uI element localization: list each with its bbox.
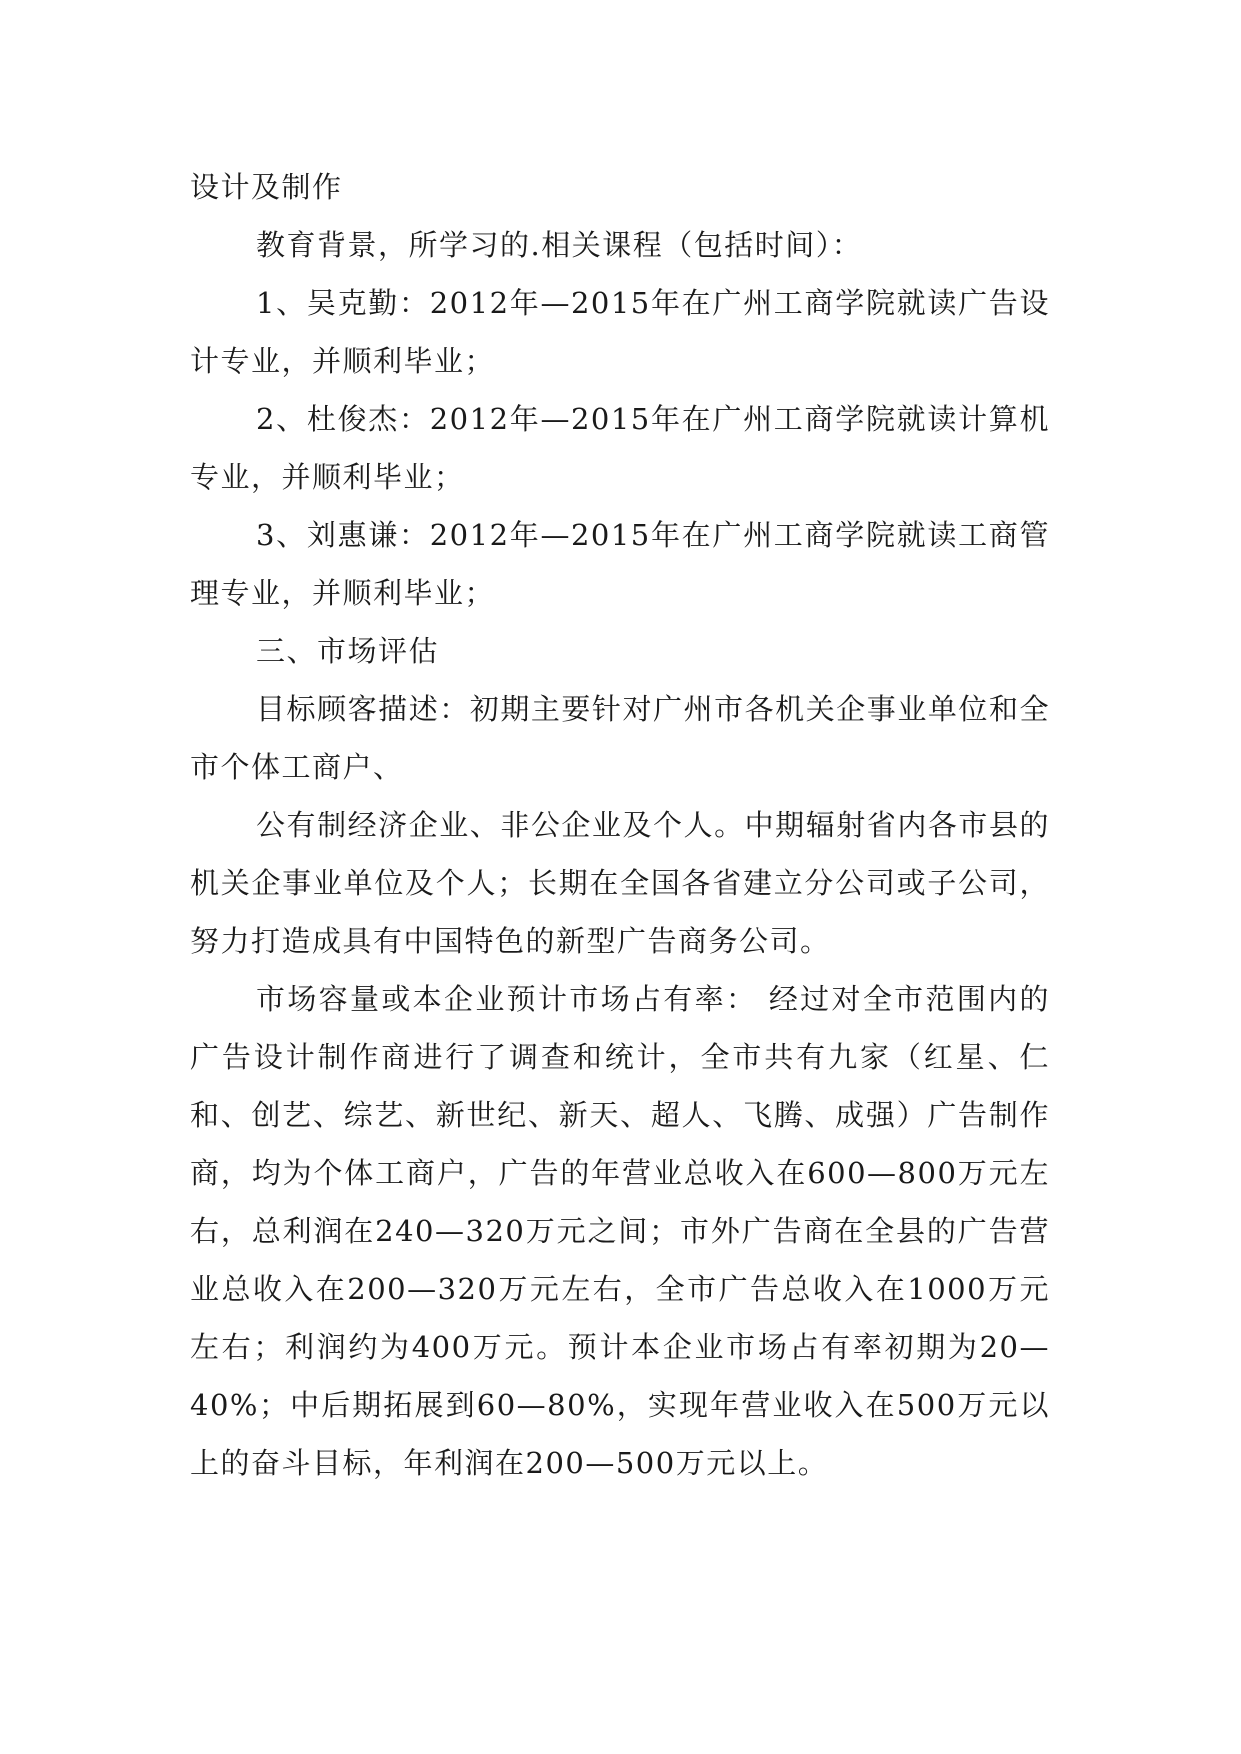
- paragraph-member-1: 1、吴克勤：2012年—2015年在广州工商学院就读广告设计专业，并顺利毕业；: [190, 286, 1050, 378]
- document-body: [190, 158, 1050, 1492]
- paragraph-target-customers: 目标顾客描述：初期主要针对广州市各机关企事业单位和全市个体工商户、: [190, 692, 1050, 784]
- paragraph-continuation: 设计及制作: [190, 170, 343, 204]
- paragraph-customer-expansion: 公有制经济企业、非公企业及个人。中期辐射省内各市县的机关企事业单位及个人；长期在全国各省建立分公司或子公司，努力打造成具有中国特色的新型广告商务公司。: [190, 808, 1050, 958]
- paragraph-education-heading: 教育背景，所学习的.相关课程（包括时间）：: [256, 228, 863, 262]
- paragraph-member-3: 3、刘惠谦：2012年—2015年在广州工商学院就读工商管理专业，并顺利毕业；: [190, 518, 1050, 610]
- section-heading-market-assessment: 三、市场评估: [256, 634, 440, 668]
- paragraph-member-2: 2、杜俊杰：2012年—2015年在广州工商学院就读计算机专业，并顺利毕业；: [190, 402, 1050, 494]
- paragraph-market-capacity: 市场容量或本企业预计市场占有率： 经过对全市范围内的广告设计制作商进行了调查和统计，全市共有九家（红星、仁和、创艺、综艺、新世纪、新天、超人、飞腾、成强）广告制作商，均为个体工商户，广告的年营业总收入在600—800万元左右，总利润在240—320万元之间；市外广告商在全县的广告营业总收入在200—320万元左右，全市广告总收入在1000万元左右；利润约为400万元。预计本企业市场占有率初期为20—40%；中后期拓展到60—80%，实现年营业收入在500万元以上的奋斗目标，年利润在200—500万元以上。: [190, 982, 1050, 1480]
